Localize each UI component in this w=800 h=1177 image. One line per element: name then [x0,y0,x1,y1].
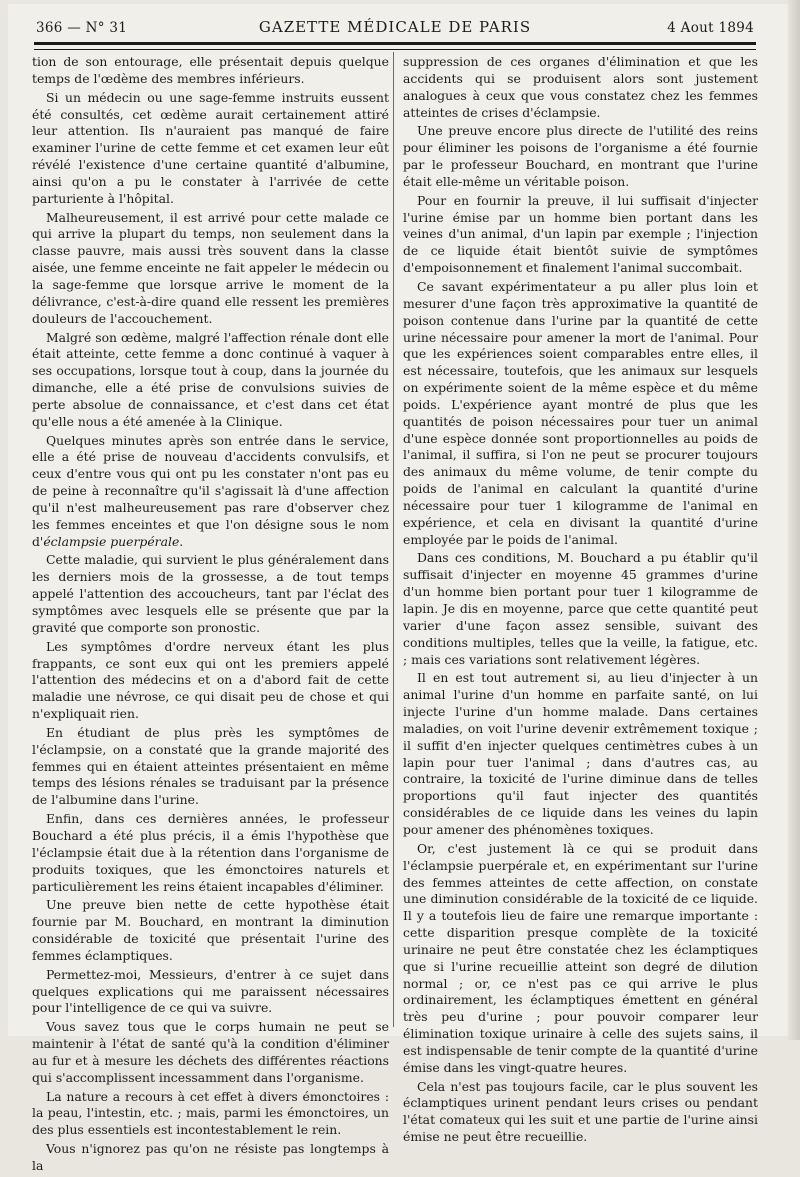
paragraph: Malgré son œdème, malgré l'affection rénale dont elle était atteinte, cette femme a donc continué à vaquer à ses occupations, lorsque tout à coup, dans la journée du dimanche, elle a été prise de convulsions suivies de perte absolue de connaissance, et c'est dans cet état qu'elle nous a été amenée à la Clinique. [32,329,389,429]
paragraph: Une preuve bien nette de cette hypothèse était fournie par M. Bouchard, en montrant la diminution considérable de toxicité que présentait l'urine des femmes éclamptiques. [32,897,389,963]
paragraph: Il en est tout autrement si, au lieu d'injecter à un animal l'urine d'un homme en parfaite santé, on lui injecte l'urine d'un homme malade. Dans certaines maladies, on voit l'urine devenir extrêmement toxique ; il suffit d'en injecter quelques centimètres cubes à un lapin pour tuer l'animal ; dans d'autres cas, au contraire, la toxicité de l'urine diminue dans de telles proportions qu'il faut injecter des quantités considérables de ce liquide dans les veines du lapin pour amener des phénomènes toxiques. [403,670,758,837]
paragraph: Permettez-moi, Messieurs, d'entrer à ce sujet dans quelques explications qui me paraissent nécessaires pour l'intelligence de ce qui va suivre. [32,966,389,1016]
journal-title: GAZETTE MÉDICALE DE PARIS [258,18,532,36]
paragraph-text: Quelques minutes après son entrée dans le service, elle a été prise de nouveau d'accidents convulsifs, et ceux d'entre vous qui ont pu les constater n'ont pas eu de peine à reconnaître qu'il s'agissait là d'une affection qu'il n'est malheureusement pas rare d'observer chez les femmes enceintes et que l'on désigne sous le nom d' [32,432,389,549]
column-divider [393,52,394,1027]
paragraph: Vous savez tous que le corps humain ne peut se maintenir à l'état de santé qu'à la condition d'éliminer au fur et à mesure les déchets des différentes réactions qui s'accomplissent incessamment dans l'organisme. [32,1019,389,1085]
paragraph: Cette maladie, qui survient le plus généralement dans les derniers mois de la grossesse, a de tout temps appelé l'attention des accoucheurs, tant par l'éclat des symptômes avec lesquels elle se présente que par la gravité que comporte son pronostic. [32,552,389,635]
paragraph: Pour en fournir la preuve, il lui suffisait d'injecter l'urine émise par un homme bien portant dans les veines d'un animal, d'un lapin par exemple ; l'injection de ce liquide était bientôt suivie de symptômes d'empoisonnement et finalement l'animal succombait. [403,192,758,276]
header-rule [34,42,756,50]
page-edge-shadow [786,0,800,1040]
paragraph-end: . [179,533,184,549]
paragraph: suppression de ces organes d'élimination et que les accidents qui se produisent alors sont justement analogues à ceux que vous constatez chez les femmes atteintes de crises d'éclampsie. [403,54,758,120]
issue-date: 4 Aout 1894 [667,20,754,36]
paragraph: Les symptômes d'ordre nerveux étant les plus frappants, ce sont eux qui ont les premiers appelé l'attention des médecins et on a d'abord fait de cette maladie une névrose, ce qui disait peu de chose et qui n'expliquait rien. [32,638,389,722]
paragraph: Une preuve encore plus directe de l'utilité des reins pour éliminer les poisons de l'organisme a été fournie par le professeur Bouchard, en montrant que l'urine était elle-même un véritable poison. [403,123,758,189]
paragraph: Vous n'ignorez pas qu'on ne résiste pas longtemps à la [32,1141,389,1173]
page-header [36,18,754,40]
paragraph [32,433,389,551]
paragraph: Or, c'est justement là ce qui se produit dans l'éclampsie puerpérale et, en expérimentant sur l'urine des femmes atteintes de cette affection, on constate une diminution considérable de la toxicité de ce liquide. Il y a toutefois lieu de faire une remarque importante : cette disparition presque complète de la toxicité urinaire ne peut être constatée chez les éclamptiques que si l'urine recueillie atteint son degré de dilution normal ; or, ce n'est pas ce qui arrive le plus ordinairement, les éclamptiques émettent en général très peu d'urine ; pour pouvoir comparer leur élimination toxique urinaire à celle des sujets sains, il est indispensable de tenir compte de la quantité d'urine émise dans les vingt-quatre heures. [403,840,758,1075]
left-column [32,54,389,1177]
paragraph: Cela n'est pas toujours facile, car le plus souvent les éclamptiques urinent pendant leurs crises ou pendant l'état comateux qui les suit et une partie de l'urine ainsi émise ne peut être recueillie. [403,1078,758,1145]
paragraph: Dans ces conditions, M. Bouchard a pu établir qu'il suffisait d'injecter en moyenne 45 grammes d'urine d'un homme bien portant pour tuer 1 kilogramme de lapin. Je dis en moyenne, parce que cette quantité peut varier d'une façon assez sensible, suivant des conditions multiples, telles que la veille, la fatigue, etc. ; mais ces variations sont relativement légères. [403,550,758,667]
paragraph: Enfin, dans ces dernières années, le professeur Bouchard a été plus précis, il a émis l'hypothèse que l'éclampsie était due à la rétention dans l'organisme de produits toxiques, que les émonctoires naturels et particulièrement les reins étaient incapables d'éliminer. [32,811,389,894]
paragraph: Malheureusement, il est arrivé pour cette malade ce qui arrive la plupart du temps, non seulement dans la classe pauvre, mais aussi très souvent dans la classe aisée, une femme enceinte ne fait appeler le médecin ou la sage-femme que lorsque arrive le moment de la délivrance, c'est-à-dire quand elle ressent les premières douleurs de l'accouchement. [32,209,389,326]
paragraph: tion de son entourage, elle présentait depuis quelque temps de l'œdème des membres inférieurs. [32,54,389,86]
newspaper-page [8,4,788,1173]
page-number: 366 — N° 31 [36,20,128,36]
paragraph: Ce savant expérimentateur a pu aller plus loin et mesurer d'une façon très approximative la quantité de poison contenue dans l'urine par la quantité de cette urine nécessaire pour amener la mort de l'animal. Pour que les expériences soient comparables entre elles, il est nécessaire, toutefois, que les animaux sur lesquels on expérimente soient de la même espèce et du même poids. L'expérience ayant montré de plus que les quantités de poison nécessaires pour tuer un animal d'une espèce donnée sont proportionnelles au poids de l'animal, il suffira, si l'on ne peut se procurer toujours des animaux du même volume, de tenir compte du poids de l'animal en calculant la quantité d'urine nécessaire pour tuer 1 kilogramme de l'animal en expérience, et cela en divisant la quantité d'urine employée par le poids de l'animal. [403,278,758,547]
right-column [403,54,758,1148]
disease-term: éclampsie puerpérale [43,533,180,549]
paragraph: En étudiant de plus près les symptômes de l'éclampsie, on a constaté que la grande majorité des femmes qui en étaient atteintes présentaient en même temps des lésions rénales se traduisant par la présence de l'albumine dans l'urine. [32,724,389,808]
paragraph: La nature a recours à cet effet à divers émonctoires : la peau, l'intestin, etc. ; mais, parmi les émonctoires, un des plus essentiels est incontestablement le rein. [32,1088,389,1138]
paragraph: Si un médecin ou une sage-femme instruits eussent été consultés, cet œdème aurait certainement attiré leur attention. Ils n'auraient pas manqué de faire examiner l'urine de cette femme et cet examen leur eût révélé l'existence d'une certaine quantité d'albumine, ainsi qu'on a pu le constater à l'arrivée de cette parturiente à l'hôpital. [32,89,389,206]
